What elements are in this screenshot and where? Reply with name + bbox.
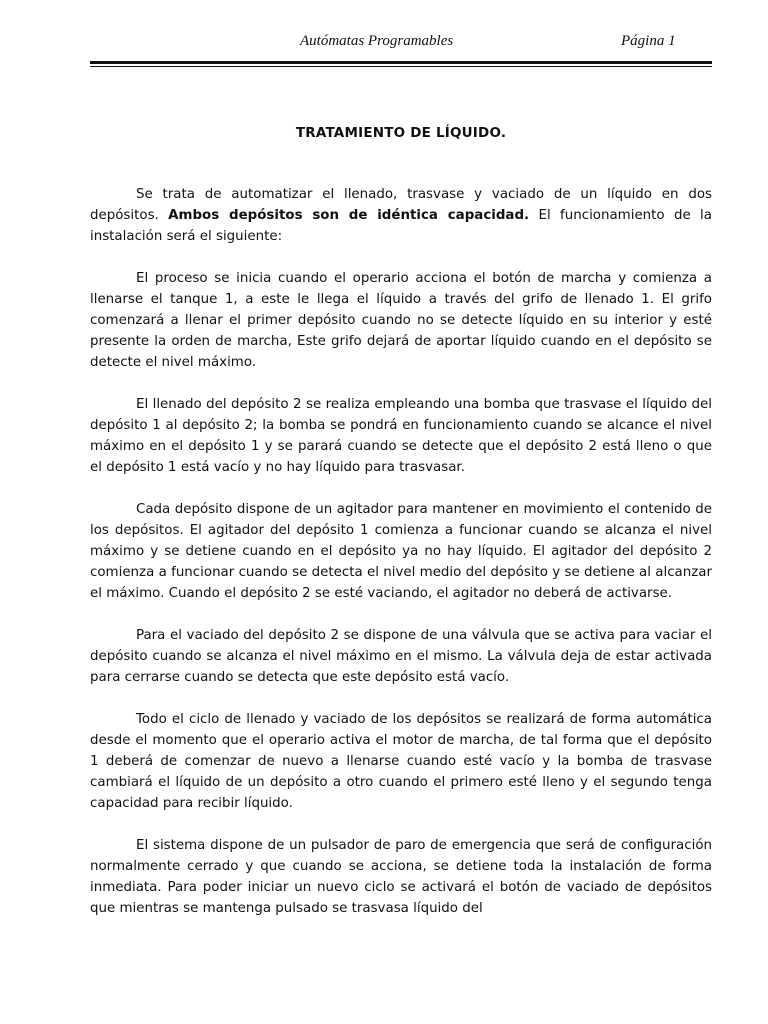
paragraph-1-text-b: El funcionamiento de la instalación será el siguiente:	[90, 208, 712, 244]
header-title: Autómatas Programables	[300, 33, 454, 49]
document-body	[90, 184, 712, 919]
header-rule-thin	[90, 66, 712, 67]
paragraph-4: Cada depósito dispone de un agitador para mantener en movimiento el contenido de los depósitos. El agitador del depósito 1 comienza a funcionar cuando se alcanza el nivel máximo y se detiene cuando en el depósito ya no hay líquido. El agitador del depósito 2 comienza a funcionar cuando se detecta el nivel medio del depósito y se detiene al alcanzar el máximo. Cuando el depósito 2 se esté vaciando, el agitador no deberá de activarse.	[90, 502, 712, 601]
paragraph-1-text-a: Se trata de automatizar el llenado, trasvase y vaciado de un líquido en dos depósitos.	[90, 187, 712, 223]
header-rule-thick	[90, 61, 712, 64]
paragraph-1	[90, 184, 712, 247]
paragraph-6: Todo el ciclo de llenado y vaciado de los depósitos se realizará de forma automática desde el momento que el operario activa el motor de marcha, de tal forma que el depósito 1 deberá de comenzar de nuevo a llenarse cuando esté vacío y la bomba de trasvase cambiará el líquido de un depósito a otro cuando el primero esté lleno y el segundo tenga capacidad para recibir líquido.	[90, 712, 712, 811]
paragraph-5: Para el vaciado del depósito 2 se dispone de una válvula que se activa para vaciar el depósito cuando se alcanza el nivel máximo en el mismo. La válvula deja de estar activada para cerrarse cuando se detecta que este depósito está vacío.	[90, 628, 712, 685]
header-page-number: Página 1	[621, 33, 676, 49]
paragraph-1-bold-text: Ambos depósitos son de idéntica capacidad.	[168, 208, 530, 223]
document-title: TRATAMIENTO DE LÍQUIDO.	[295, 125, 507, 141]
paragraph-2: El proceso se inicia cuando el operario acciona el botón de marcha y comienza a llenarse el tanque 1, a este le llega el líquido a través del grifo de llenado 1. El grifo comenzará a llenar el primer depósito cuando no se detecte líquido en su interior y esté presente la orden de marcha, Este grifo dejará de aportar líquido cuando en el depósito se detecte el nivel máximo.	[90, 271, 712, 370]
paragraph-7: El sistema dispone de un pulsador de paro de emergencia que será de configuración normalmente cerrado y que cuando se acciona, se detiene toda la instalación de forma inmediata. Para poder iniciar un nuevo ciclo se activará el botón de vaciado de depósitos que mientras se mantenga pulsado se trasvasa líquido del	[90, 838, 712, 916]
page-header	[90, 33, 712, 55]
paragraph-3: El llenado del depósito 2 se realiza empleando una bomba que trasvase el líquido del depósito 1 al depósito 2; la bomba se pondrá en funcionamiento cuando se alcance el nivel máximo en el depósito 1 y se parará cuando se detecte que el depósito 2 está lleno o que el depósito 1 está vacío y no hay líquido para trasvasar.	[90, 397, 712, 475]
